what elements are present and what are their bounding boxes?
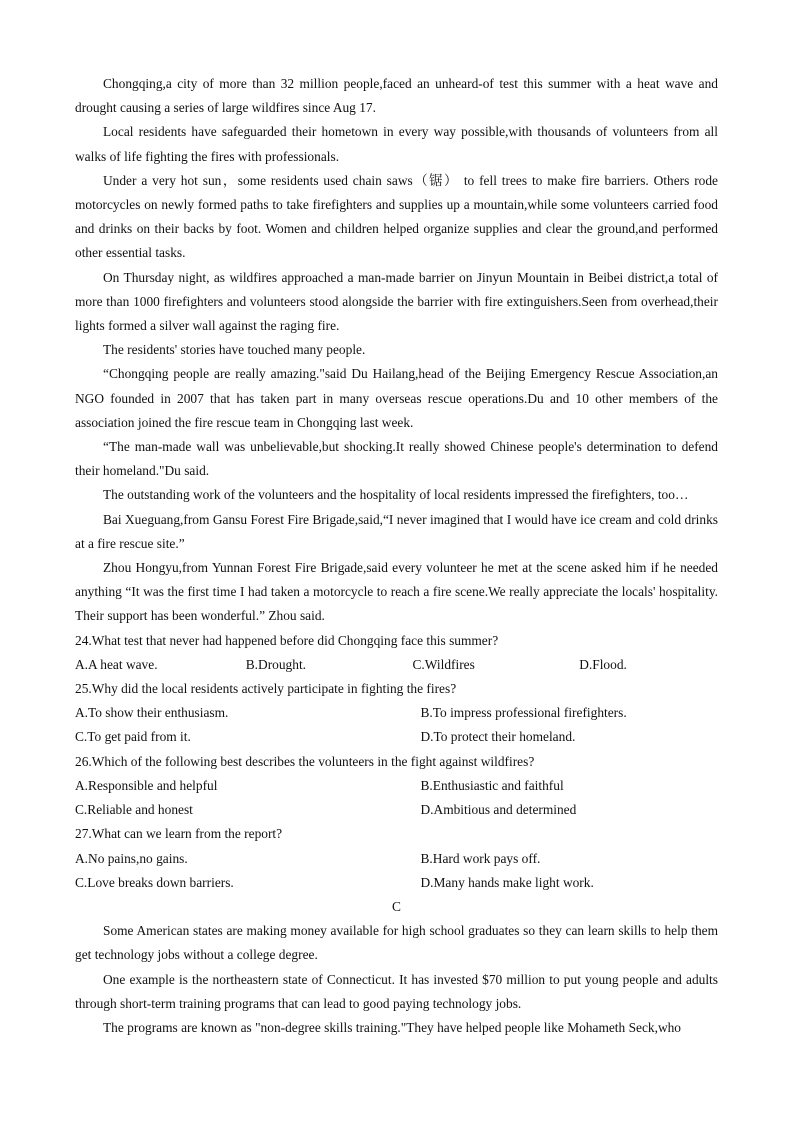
option-b: B.To impress professional firefighters. <box>420 705 627 721</box>
paragraph: Some American states are making money available for high school graduates so they can learn skills to help them get technology jobs without a college degree. <box>75 923 718 963</box>
option-b: B.Enthusiastic and faithful <box>420 777 564 793</box>
option-c: C.Love breaks down barriers. <box>75 874 234 890</box>
question-options <box>75 774 718 822</box>
option-c: C.Reliable and honest <box>75 802 193 818</box>
paragraph: “The man-made wall was unbelievable,but shocking.It really showed Chinese people's determination to defend their homeland."Du said. <box>75 439 718 479</box>
option-a: A.No pains,no gains. <box>75 850 188 866</box>
paragraph: Bai Xueguang,from Gansu Forest Fire Brigade,said,“I never imagined that I would have ice cream and cold drinks at a fire rescue site.” <box>75 511 718 551</box>
option-b: B.Drought. <box>245 656 307 672</box>
passage-c <box>75 919 718 1040</box>
option-d: D.Flood. <box>579 656 627 672</box>
document-page <box>75 72 718 1040</box>
paragraph: The outstanding work of the volunteers and the hospitality of local residents impressed the firefighters, too… <box>103 487 689 503</box>
passage-b <box>75 72 718 629</box>
question-24 <box>75 629 718 677</box>
question-stem: 24.What test that never had happened before did Chongqing face this summer? <box>75 632 499 648</box>
option-c: C.To get paid from it. <box>75 729 191 745</box>
option-a: A.Responsible and helpful <box>75 777 218 793</box>
question-27 <box>75 822 718 895</box>
question-stem: 27.What can we learn from the report? <box>75 826 283 842</box>
paragraph: The programs are known as "non-degree skills training."They have helped people like Mohameth Seck,who <box>103 1019 682 1035</box>
question-options <box>75 701 718 749</box>
option-b: B.Hard work pays off. <box>420 850 541 866</box>
question-options <box>75 653 718 677</box>
question-25 <box>75 677 718 750</box>
paragraph: Local residents have safeguarded their hometown in every way possible,with thousands of volunteers from all walks of life fighting the fires with professionals. <box>75 124 718 164</box>
question-stem: 26.Which of the following best describes the volunteers in the fight against wildfires? <box>75 753 535 769</box>
question-26 <box>75 750 718 823</box>
option-d: D.Many hands make light work. <box>420 874 594 890</box>
option-a: A.To show their enthusiasm. <box>75 705 229 721</box>
paragraph: Chongqing,a city of more than 32 million people,faced an unheard-of test this summer with a heat wave and drought causing a series of large wildfires since Aug 17. <box>75 76 718 116</box>
paragraph: One example is the northeastern state of Connecticut. It has invested $70 million to put young people and adults through short-term training programs that can lead to good paying technology jobs. <box>75 971 718 1011</box>
option-d: D.Ambitious and determined <box>420 802 577 818</box>
question-options <box>75 847 718 895</box>
option-c: C.Wildfires <box>412 656 475 672</box>
option-a: A.A heat wave. <box>75 656 158 672</box>
paragraph: “Chongqing people are really amazing."said Du Hailang,head of the Beijing Emergency Rescue Association,an NGO founded in 2007 that has taken part in many overseas rescue operations.Du and 10 other members of the association joined the fire rescue team in Chongqing last week. <box>75 366 718 430</box>
section-heading: C <box>392 898 401 914</box>
paragraph: Zhou Hongyu,from Yunnan Forest Fire Brigade,said every volunteer he met at the scene asked him if he needed anything “It was the first time I had taken a motorcycle to reach a fire scene.We really appreciate the locals' hospitality. Their support has been wonderful.” Zhou said. <box>75 560 718 624</box>
paragraph: The residents' stories have touched many people. <box>103 342 366 358</box>
question-stem: 25.Why did the local residents actively participate in fighting the fires? <box>75 681 457 697</box>
option-d: D.To protect their homeland. <box>420 729 576 745</box>
paragraph: Under a very hot sun，some residents used chain saws（锯） to fell trees to make fire barriers. Others rode motorcycles on newly formed paths to take firefighters and supplies up a mountain,while some volunteers carried food and drinks on their backs by foot. Women and children helped organize supplies and clear the ground,and performed other essential tasks. <box>75 172 718 261</box>
paragraph: On Thursday night, as wildfires approached a man-made barrier on Jinyun Mountain in Beibei district,a total of more than 1000 firefighters and volunteers stood alongside the barrier with fire extinguishers.Seen from overhead,their lights formed a silver wall against the raging fire. <box>75 269 718 334</box>
